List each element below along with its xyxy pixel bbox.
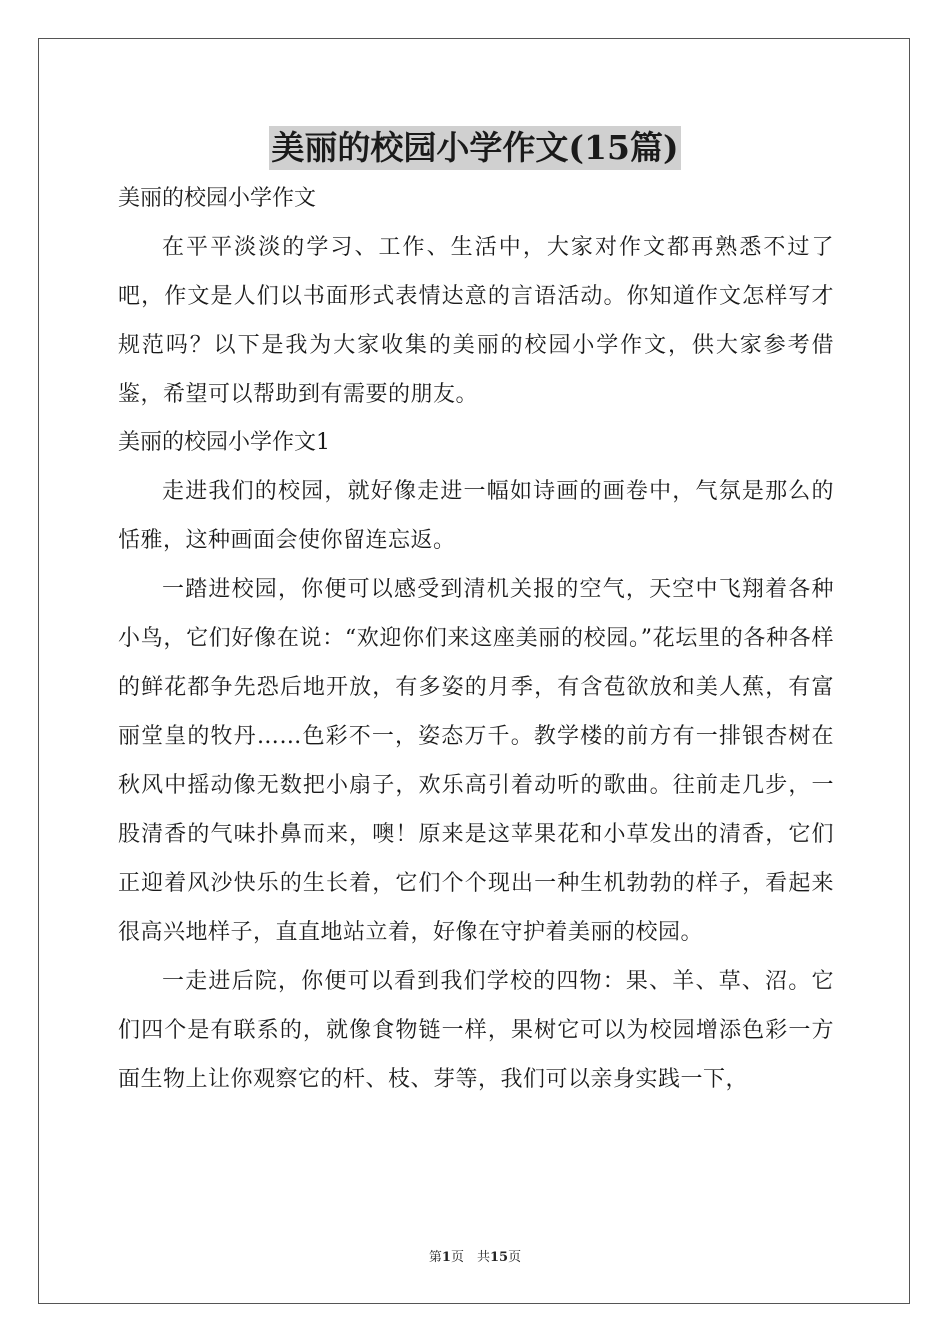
document-title: 美丽的校园小学作文(15篇) — [269, 126, 680, 170]
essay-1-paragraph: 一踏进校园，你便可以感受到清机关报的空气，天空中飞翔着各种小鸟，它们好像在说：“欢迎你们来这座美丽的校园。”花坛里的各种各样的鲜花都争先恐后地开放，有多姿的月季，有含苞欲放和美人蕉，有富丽堂皇的牧丹……色彩不一，姿态万千。教学楼的前方有一排银杏树在秋风中摇动像无数把小扇子，欢乐高引着动听的歌曲。往前走几步，一股清香的气味扑鼻而来，噢！原来是这苹果花和小草发出的清香，它们正迎着风沙快乐的生长着，它们个个现出一种生机勃勃的样子，看起来很高兴地样子，直直地站立着，好像在守护着美丽的校园。 — [118, 577, 834, 945]
footer-page-suffix: 页 共 — [450, 1250, 490, 1265]
current-page-number: 1 — [441, 1250, 451, 1265]
footer-prefix: 第 — [428, 1250, 442, 1265]
total-page-count: 15 — [489, 1250, 509, 1265]
page-footer — [0, 1246, 950, 1265]
footer-total-suffix: 页 — [508, 1250, 522, 1265]
document-body — [118, 175, 834, 1104]
intro-paragraph: 在平平淡淡的学习、工作、生活中，大家对作文都再熟悉不过了吧，作文是人们以书面形式表情达意的言语活动。你知道作文怎样写才规范吗？以下是我为大家收集的美丽的校园小学作文，供大家参考借鉴，希望可以帮助到有需要的朋友。 — [118, 235, 834, 407]
intro-heading: 美丽的校园小学作文 — [118, 186, 317, 211]
essay-1-heading: 美丽的校园小学作文1 — [118, 430, 330, 455]
essay-1-paragraph: 一走进后院，你便可以看到我们学校的四物：果、羊、草、沼。它们四个是有联系的，就像食物链一样，果树它可以为校园增添色彩一方面生物上让你观察它的杆、枝、芽等，我们可以亲身实践一下， — [118, 969, 834, 1092]
title-container — [0, 126, 950, 170]
essay-1-paragraph: 走进我们的校园，就好像走进一幅如诗画的画卷中，气氛是那么的恬雅，这种画面会使你留连忘返。 — [118, 479, 834, 553]
